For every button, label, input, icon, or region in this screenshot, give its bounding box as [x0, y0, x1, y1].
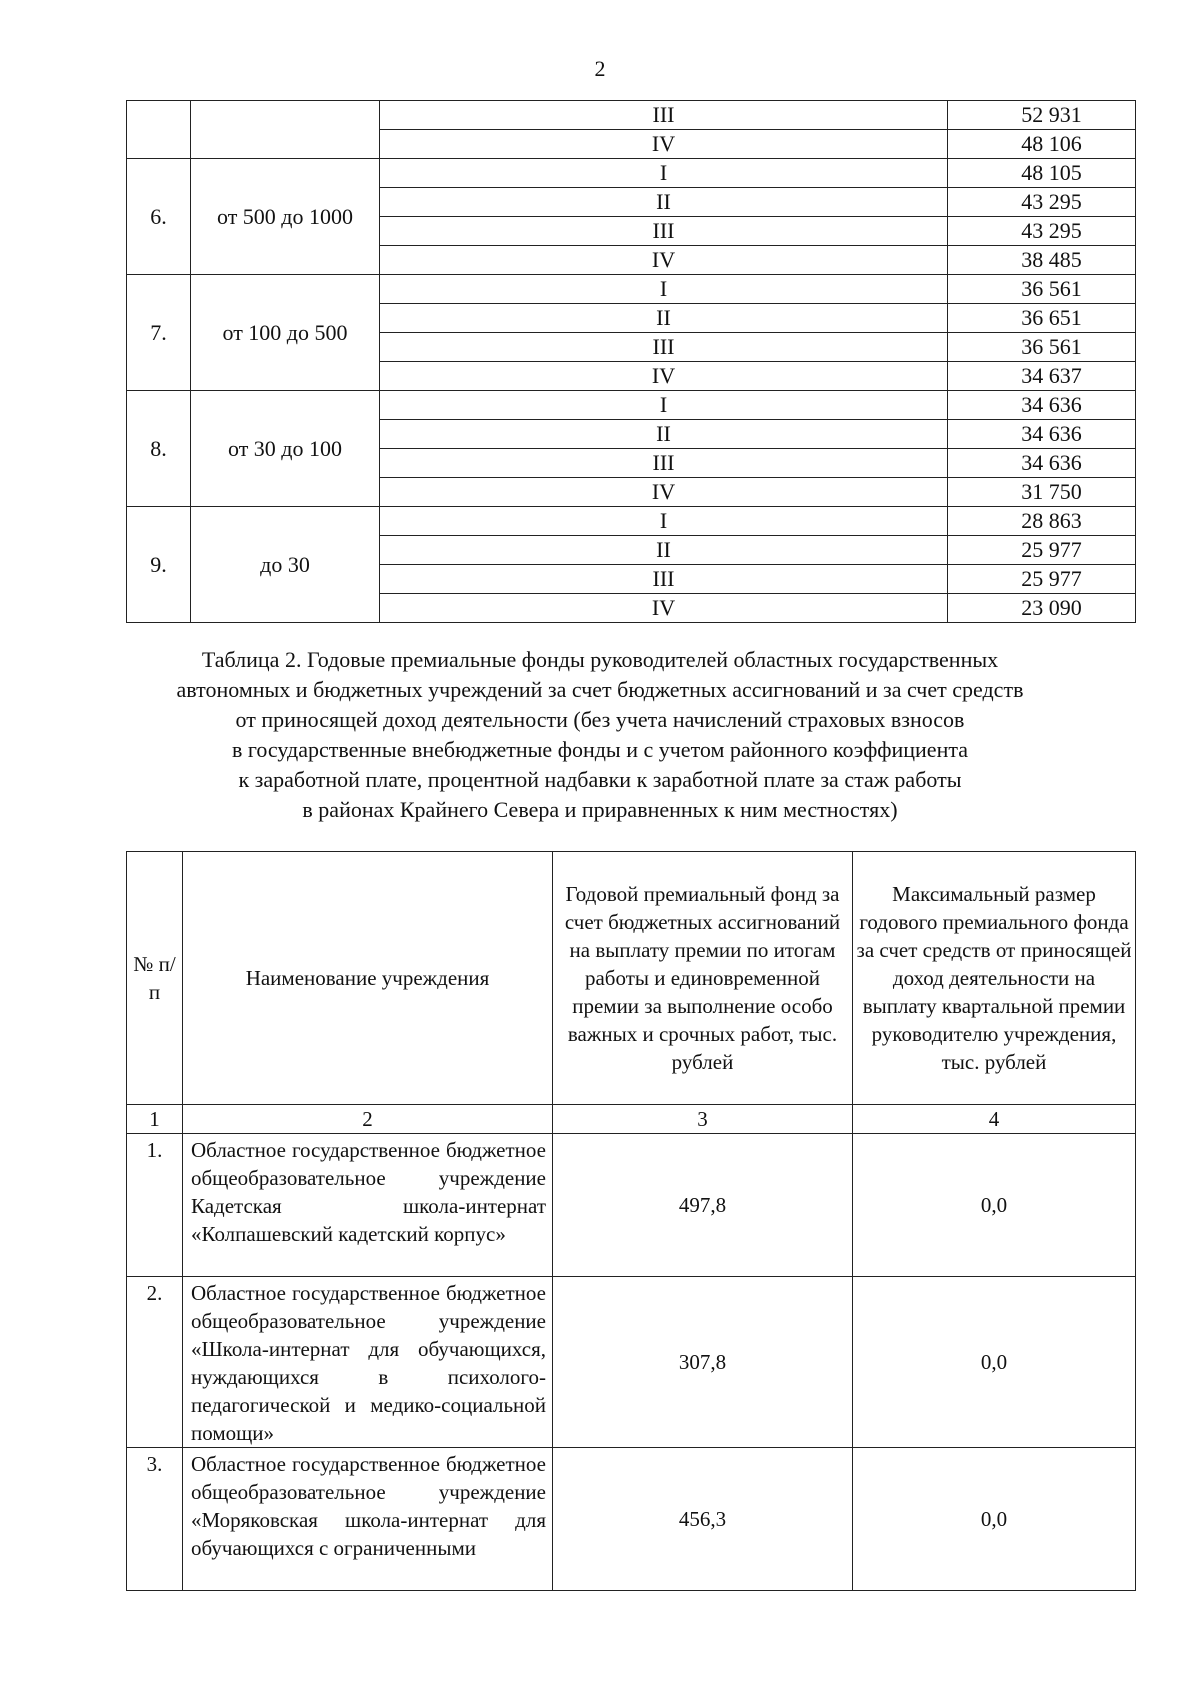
table-row: [127, 1277, 1136, 1448]
budget-fund-value: 307,8: [553, 1277, 853, 1448]
header-num: № п/п: [127, 852, 183, 1105]
income-fund-value: 0,0: [853, 1448, 1136, 1591]
page-number: 2: [594, 56, 606, 81]
table-row: [127, 1448, 1136, 1591]
value-cell: 43 295: [948, 217, 1136, 246]
category-cell: III: [380, 217, 948, 246]
caption-line: к заработной плате, процентной надбавки к заработной плате за стаж работы: [238, 767, 962, 792]
row-number: 2.: [127, 1277, 183, 1448]
income-fund-value: 0,0: [853, 1277, 1136, 1448]
column-number: 4: [853, 1105, 1136, 1134]
group-range: от 30 до 100: [191, 391, 380, 507]
header-budget-fund: Годовой премиальный фонд за счет бюджетных ассигнований на выплату премии по итогам работы и единовременной премии за выполнение особо важных и срочных работ, тыс. рублей: [553, 852, 853, 1105]
institution-name: Областное государственное бюджетное общеобразовательное учреждение «Моряковская школа-интернат для обучающихся с ограниченными: [183, 1448, 553, 1591]
category-cell: III: [380, 565, 948, 594]
income-fund-value: 0,0: [853, 1134, 1136, 1277]
category-cell: I: [380, 159, 948, 188]
group-number: 9.: [127, 507, 191, 623]
group-range: от 500 до 1000: [191, 159, 380, 275]
value-cell: 38 485: [948, 246, 1136, 275]
value-cell: 28 863: [948, 507, 1136, 536]
table-row: [127, 101, 1136, 130]
caption-line: в государственные внебюджетные фонды и с учетом районного коэффициента: [232, 737, 968, 762]
category-cell: II: [380, 188, 948, 217]
category-cell: III: [380, 101, 948, 130]
category-cell: IV: [380, 362, 948, 391]
value-cell: 34 636: [948, 420, 1136, 449]
caption-line: Таблица 2. Годовые премиальные фонды руководителей областных государственных: [201, 647, 999, 672]
category-cell: I: [380, 275, 948, 304]
group-range: до 30: [191, 507, 380, 623]
value-cell: 34 636: [948, 391, 1136, 420]
category-cell: III: [380, 449, 948, 478]
premium-funds-table: [126, 851, 1136, 1591]
group-number: 7.: [127, 275, 191, 391]
column-number: 2: [183, 1105, 553, 1134]
group-number: 8.: [127, 391, 191, 507]
category-cell: I: [380, 391, 948, 420]
institution-name: Областное государственное бюджетное общеобразовательное учреждение «Школа-интернат для обучающихся, нуждающихся в психолого-педагогической и медико-социальной помощи»: [183, 1277, 553, 1448]
table-row: [127, 1134, 1136, 1277]
category-cell: III: [380, 333, 948, 362]
category-cell: I: [380, 507, 948, 536]
value-cell: 36 651: [948, 304, 1136, 333]
category-cell: II: [380, 536, 948, 565]
row-number: 1.: [127, 1134, 183, 1277]
caption-line: в районах Крайнего Севера и приравненных к ним местностях): [302, 797, 898, 822]
group-range: от 100 до 500: [191, 275, 380, 391]
table-row: [127, 159, 1136, 188]
value-cell: 52 931: [948, 101, 1136, 130]
value-cell: 48 105: [948, 159, 1136, 188]
table-row: [127, 391, 1136, 420]
budget-fund-value: 456,3: [553, 1448, 853, 1591]
table-row: [127, 507, 1136, 536]
group-number: 6.: [127, 159, 191, 275]
header-row: [127, 852, 1136, 1105]
category-cell: IV: [380, 246, 948, 275]
value-cell: 36 561: [948, 333, 1136, 362]
value-cell: 48 106: [948, 130, 1136, 159]
value-cell: 25 977: [948, 565, 1136, 594]
value-cell: 34 636: [948, 449, 1136, 478]
table-caption: [100, 645, 1100, 825]
column-number: 1: [127, 1105, 183, 1134]
category-cell: IV: [380, 594, 948, 623]
row-number: 3.: [127, 1448, 183, 1591]
category-cell: II: [380, 304, 948, 333]
category-cell: II: [380, 420, 948, 449]
category-cell: IV: [380, 478, 948, 507]
budget-fund-value: 497,8: [553, 1134, 853, 1277]
value-cell: 25 977: [948, 536, 1136, 565]
caption-line: от приносящей доход деятельности (без учета начислений страховых взносов: [235, 707, 965, 732]
caption-line: автономных и бюджетных учреждений за счет бюджетных ассигнований и за счет средств: [176, 677, 1024, 702]
group-range: [191, 101, 380, 159]
header-name: Наименование учреждения: [183, 852, 553, 1105]
column-number-row: [127, 1105, 1136, 1134]
value-cell: 43 295: [948, 188, 1136, 217]
value-cell: 31 750: [948, 478, 1136, 507]
column-number: 3: [553, 1105, 853, 1134]
category-cell: IV: [380, 130, 948, 159]
group-number: [127, 101, 191, 159]
header-income-fund: Максимальный размер годового премиального фонда за счет средств от приносящей доход деятельности на выплату квартальной премии руководителю учреждения, тыс. рублей: [853, 852, 1136, 1105]
table-row: [127, 275, 1136, 304]
value-cell: 36 561: [948, 275, 1136, 304]
institution-name: Областное государственное бюджетное общеобразовательное учреждение Кадетская школа-интернат «Колпашевский кадетский корпус»: [183, 1134, 553, 1277]
continuation-table: [126, 100, 1136, 623]
value-cell: 23 090: [948, 594, 1136, 623]
value-cell: 34 637: [948, 362, 1136, 391]
